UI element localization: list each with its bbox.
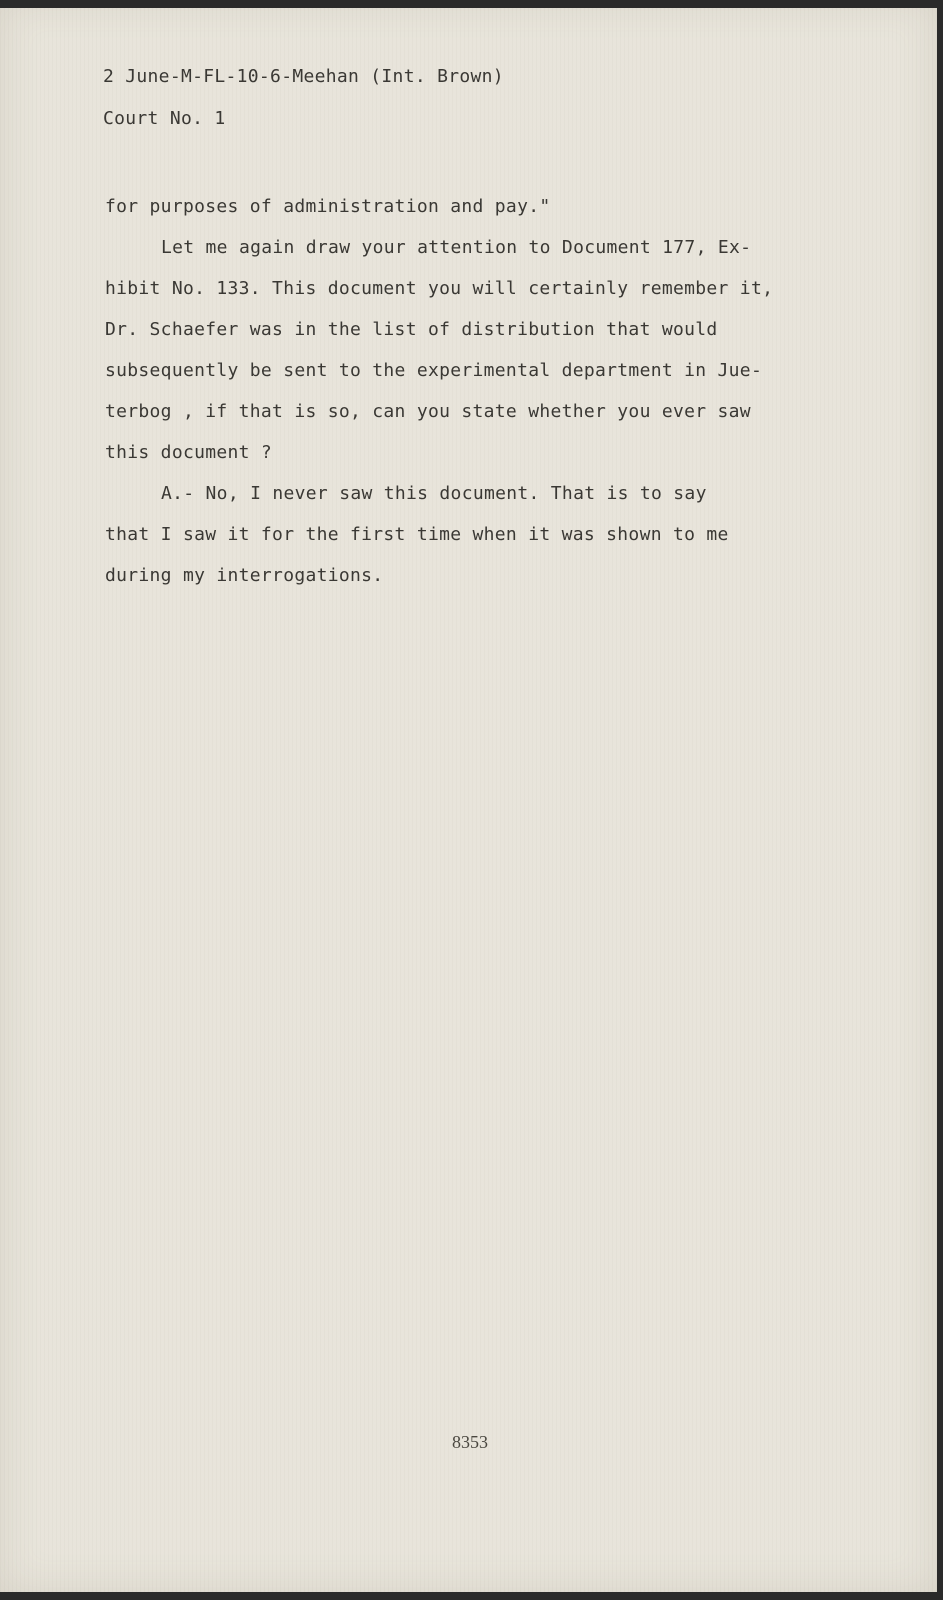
body-line: this document ? bbox=[105, 442, 273, 463]
header-case-reference: 2 June-M-FL-10-6-Meehan (Int. Brown) bbox=[103, 66, 504, 87]
body-line: A.- No, I never saw this document. That is to say bbox=[161, 483, 707, 504]
transcript-body bbox=[105, 186, 825, 596]
body-line: for purposes of administration and pay." bbox=[105, 196, 551, 217]
body-line: Let me again draw your attention to Document 177, Ex- bbox=[161, 237, 752, 258]
header-court-number: Court No. 1 bbox=[103, 108, 226, 129]
page-number: 8353 bbox=[452, 1432, 488, 1452]
scan-border-right bbox=[937, 0, 943, 1600]
body-line: subsequently be sent to the experimental department in Jue- bbox=[105, 360, 763, 381]
scan-border-bottom bbox=[0, 1592, 943, 1600]
scan-border-top bbox=[0, 0, 943, 8]
body-line: that I saw it for the first time when it was shown to me bbox=[105, 524, 729, 545]
body-line: terbog , if that is so, can you state whether you ever saw bbox=[105, 401, 751, 422]
body-line: Dr. Schaefer was in the list of distribution that would bbox=[105, 319, 718, 340]
body-line: during my interrogations. bbox=[105, 565, 384, 586]
body-line: hibit No. 133. This document you will certainly remember it, bbox=[105, 278, 774, 299]
